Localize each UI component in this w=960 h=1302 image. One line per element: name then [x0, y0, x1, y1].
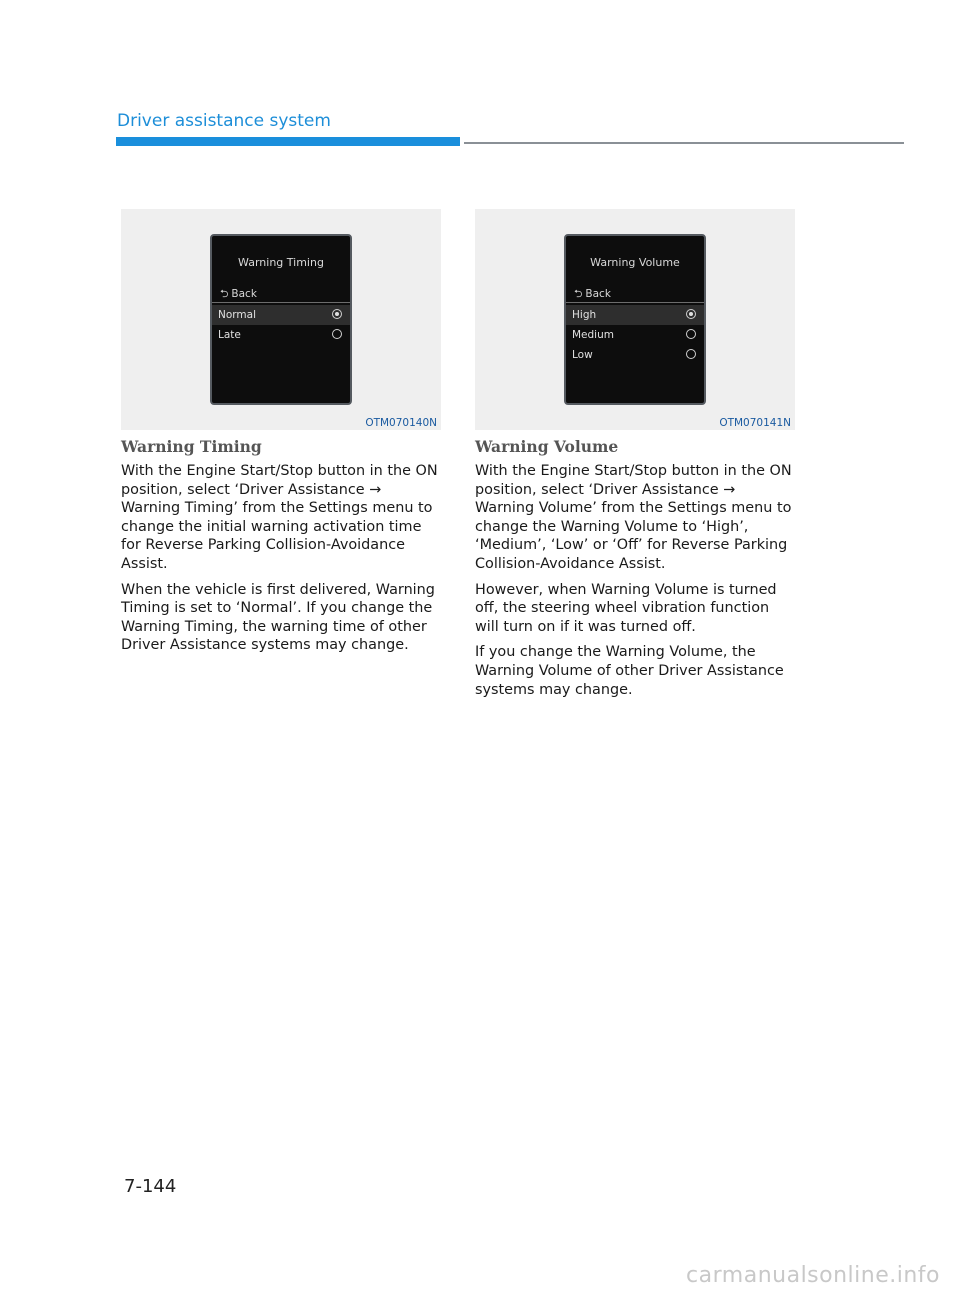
- figure-code: OTM070140N: [365, 417, 437, 429]
- screen-divider: [566, 302, 704, 303]
- paragraph: However, when Warning Volume is turned off, the steering wheel vibration function will turn on if it was turned off.: [475, 581, 777, 635]
- figure-warning-timing: [121, 209, 441, 430]
- page-number: 7-144: [124, 1176, 177, 1197]
- screen-title: Warning Timing: [238, 256, 324, 269]
- paragraph: With the Engine Start/Stop button in the ON position, select ‘Driver Assistance → Warning Timing’ from the Settings menu to change the initial warning activation time for Reverse Parking Collision-Avoidance Assist.: [121, 463, 438, 572]
- option-label: Late: [218, 329, 241, 341]
- option-label: Low: [572, 349, 593, 361]
- option-low[interactable]: [566, 345, 704, 365]
- paragraph: If you change the Warning Volume, the Warning Volume of other Driver Assistance systems may change.: [475, 644, 784, 698]
- paragraph: With the Engine Start/Stop button in the ON position, select ‘Driver Assistance → Warning Volume’ from the Settings menu to change the Warning Volume to ‘High’, ‘Medium’, ‘Low’ or ‘Off’ for Reverse Parking Collision-Avoidance Assist.: [475, 463, 792, 572]
- section-heading: Warning Timing: [121, 437, 262, 456]
- radio-checked-icon: [332, 309, 342, 319]
- radio-unchecked-icon: [332, 329, 342, 339]
- header-accent-bar: [116, 137, 460, 146]
- watermark: carmanualsonline.info: [686, 1263, 940, 1288]
- option-late[interactable]: [212, 325, 350, 345]
- back-label: Back: [231, 288, 257, 300]
- option-medium[interactable]: [566, 325, 704, 345]
- screen-title: Warning Volume: [590, 256, 680, 269]
- figure-code: OTM070141N: [719, 417, 791, 429]
- radio-unchecked-icon: [686, 349, 696, 359]
- cluster-screen: [210, 234, 352, 405]
- header-rule: [464, 142, 904, 144]
- cluster-screen: [564, 234, 706, 405]
- radio-checked-icon: [686, 309, 696, 319]
- back-label: Back: [585, 288, 611, 300]
- option-label: Medium: [572, 329, 614, 341]
- screen-divider: [212, 302, 350, 303]
- back-arrow-icon: ⮌: [574, 288, 583, 300]
- option-high[interactable]: [566, 305, 704, 325]
- left-column: [121, 437, 443, 662]
- section-heading: Warning Volume: [475, 437, 619, 456]
- radio-unchecked-icon: [686, 329, 696, 339]
- right-column: [475, 437, 797, 706]
- section-title: Driver assistance system: [117, 111, 331, 131]
- option-label: High: [572, 309, 597, 321]
- option-normal[interactable]: [212, 305, 350, 325]
- figure-warning-volume: [475, 209, 795, 430]
- back-arrow-icon: ⮌: [220, 288, 229, 300]
- option-label: Normal: [218, 309, 256, 321]
- paragraph: When the vehicle is first delivered, Warning Timing is set to ‘Normal’. If you change the Warning Timing, the warning time of other Driver Assistance systems may change.: [121, 581, 435, 654]
